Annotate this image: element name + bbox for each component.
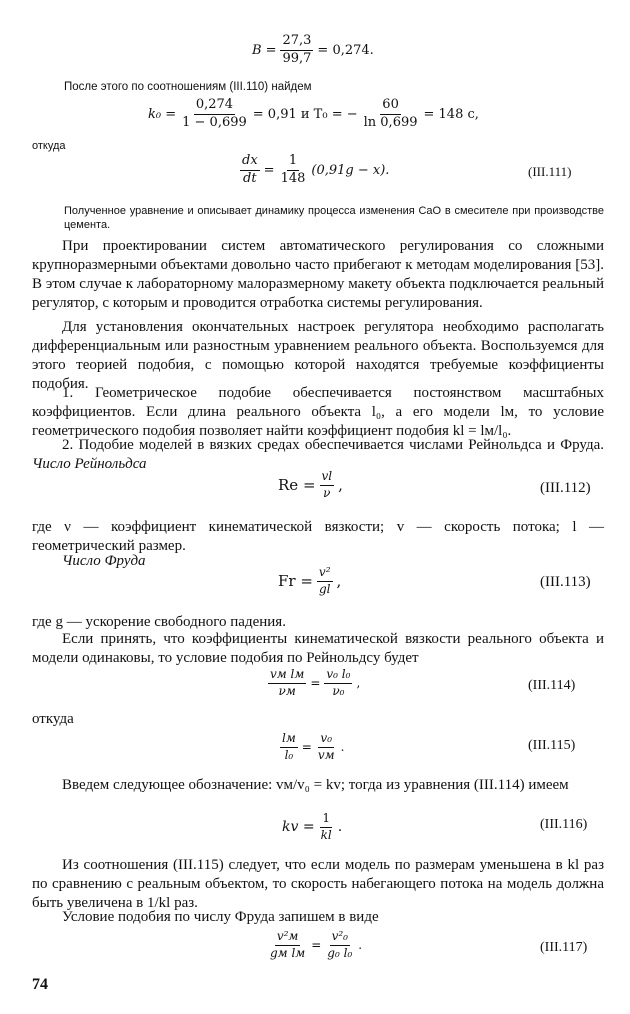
eq-115-den2: vм: [317, 747, 335, 762]
eq-k0-res1: = 0,91 и T₀ = −: [252, 106, 358, 122]
eq-116-lhs: kv =: [282, 819, 315, 836]
equation-112: [278, 470, 343, 501]
eq-115-den1: l₀: [284, 747, 294, 762]
eq-115-label: (III.115): [528, 738, 576, 753]
eq-k0-res2: = 148 с,: [423, 106, 479, 122]
eq-k0-lhs: k₀ =: [148, 106, 177, 122]
paragraph-froude-where: где g — ускорение свободного падения.: [32, 614, 286, 630]
eq-b-fraction: [280, 34, 313, 67]
eq-b-den: 99,7: [282, 50, 312, 66]
whence-text-2: откуда: [32, 711, 74, 727]
eq-117-tail: .: [358, 938, 363, 953]
eq-k0-num2: 60: [380, 98, 401, 115]
eq-117-fraction-2: [325, 930, 354, 961]
eq-112-fraction: [320, 470, 335, 501]
eq-116-label: (III.116): [540, 817, 588, 832]
eq-113-label: (III.113): [540, 574, 591, 590]
eq-114-num2: v₀ l₀: [324, 668, 352, 684]
eq-117-num1: v²м: [275, 930, 301, 946]
eq-115-fraction-1: [280, 732, 298, 763]
eq-114-num1: vм lм: [268, 668, 306, 684]
eq-111-fraction-2: [279, 154, 308, 187]
eq-b-result: = 0,274.: [317, 42, 374, 58]
equation-111: [240, 154, 389, 187]
paragraph-viscous: [32, 436, 604, 474]
eq-113-tail: ,: [336, 572, 342, 591]
equation-117: [268, 930, 362, 961]
eq-114-fraction-1: [268, 668, 306, 699]
eq-b-equals: =: [265, 42, 277, 58]
eq-k0-fraction-1: [180, 98, 249, 131]
eq-114-den2: ν₀: [332, 683, 345, 698]
paragraph-viscous-text: 2. Подобие моделей в вязких средах обеспечивается числами Рейнольдса и Фруда.: [62, 437, 604, 453]
eq-k0-num1: 0,274: [194, 98, 235, 115]
eq-115-tail: .: [340, 740, 345, 755]
eq-b-num: 27,3: [280, 34, 313, 51]
eq-111-num2: 1: [287, 154, 299, 171]
eq-117-den1: gм lм: [270, 945, 306, 960]
eq-112-num: vl: [320, 470, 335, 486]
eq-115-equals: =: [301, 740, 312, 755]
eq-117-den2: g₀ l₀: [327, 945, 353, 960]
paragraph-modeling: При проектировании систем автоматического регулирования со сложными крупноразмерными объектами довольно часто прибегают к методам моделирования [53]. В этом случае к лабораторному малоразмерному макету объекта подключается реальный регулятор, с которым и проводится отработка системы регулирования.: [32, 238, 604, 311]
equation-116: [282, 812, 342, 843]
paragraph-reynolds-where: где ν — коэффициент кинематической вязкости; v — скорость потока; l — геометрический размер.: [32, 519, 604, 554]
equation-113: [278, 566, 341, 597]
eq-k0-den1: 1 − 0,699: [182, 114, 247, 130]
eq-113-fraction: [317, 566, 333, 597]
eq-111-den1: dt: [243, 170, 257, 186]
equation-note: Полученное уравнение и описывает динамику процесса изменения CaO в смесителе при производстве цемента.: [64, 205, 604, 231]
eq-114-fraction-2: [324, 668, 352, 699]
froude-title-line: [62, 552, 146, 571]
eq-112-den: ν: [323, 485, 331, 500]
eq-116-tail: .: [337, 819, 343, 836]
eq-111-fraction-1: [240, 154, 260, 187]
eq-114-label: (III.114): [528, 678, 576, 693]
eq-117-equals: =: [311, 938, 322, 953]
eq-k0-den2: ln 0,699: [363, 114, 418, 130]
eq-114-equals: =: [310, 676, 321, 691]
eq-111-num1: dx: [240, 154, 260, 171]
page-number: 74: [32, 976, 48, 993]
eq-117-fraction-1: [268, 930, 307, 961]
eq-113-den: gl: [318, 581, 331, 596]
eq-115-fraction-2: [316, 732, 337, 763]
paragraph-model-scale: Из соотношения (III.115) следует, что если модель по размерам уменьшена в kl раз по сравнению с реальным объектом, то скорость набегающего потока на модель должна быть увеличена в 1/kl раз.: [32, 857, 604, 911]
eq-114-den1: νм: [278, 683, 296, 698]
paragraph-reynolds-condition: Если принять, что коэффициенты кинематической вязкости реального объекта и модели одинаковы, то условие подобия по Рейнольдсу будет: [32, 631, 604, 666]
eq-117-num2: v²₀: [330, 930, 350, 946]
eq-111-label: (III.111): [528, 164, 572, 179]
paragraph-geometric: 1. Геометрическое подобие обеспечивается постоянством масштабных коэффициентов. Если длина реального объекта l₀, а его модели lм, то условие геометрического подобия позволяет найти коэффициент подобия kl = lм/l₀.: [32, 385, 604, 439]
eq-114-tail: ,: [356, 676, 361, 691]
eq-113-lhs: Fr =: [278, 572, 313, 591]
eq-116-num: 1: [320, 812, 332, 828]
equation-114: [268, 668, 360, 699]
whence-text-1: откуда: [32, 140, 66, 152]
eq-k0-fraction-2: [362, 98, 420, 131]
eq-111-den2: 148: [280, 170, 306, 186]
equation-115: [280, 732, 344, 763]
equation-k0: [148, 98, 479, 131]
equation-b: [252, 34, 374, 67]
eq-112-lhs: Re =: [278, 476, 316, 495]
eq-116-den: kl: [320, 827, 332, 842]
eq-115-num2: v₀: [318, 732, 334, 748]
froude-title: Число Фруда: [62, 553, 146, 569]
eq-112-label: (III.112): [540, 480, 591, 496]
paragraph-froude-condition: Условие подобия по числу Фруда запишем в виде: [62, 909, 379, 925]
eq-112-tail: ,: [338, 476, 343, 495]
eq-111-equals: =: [263, 162, 275, 178]
eq-b-lhs: B: [252, 42, 262, 58]
intro-text: После этого по соотношениям (III.110) найдем: [64, 81, 312, 93]
eq-115-num1: lм: [280, 732, 298, 748]
eq-116-fraction: [319, 812, 334, 843]
eq-113-num: v²: [317, 566, 333, 582]
reynolds-title: Число Рейнольдса: [32, 456, 147, 472]
paragraph-notation: Введем следующее обозначение: vм/v₀ = kv; тогда из уравнения (III.114) имеем: [62, 777, 569, 793]
eq-117-label: (III.117): [540, 940, 588, 955]
paragraph-similarity: Для установления окончательных настроек регулятора необходимо располагать дифференциальным или разностным уравнением реального объекта. Воспользуемся для этого теорией подобия, с помощью которой находятся требуемые коэффициенты подобия.: [32, 319, 604, 392]
eq-111-rhs: (0,91g − x).: [311, 162, 390, 178]
